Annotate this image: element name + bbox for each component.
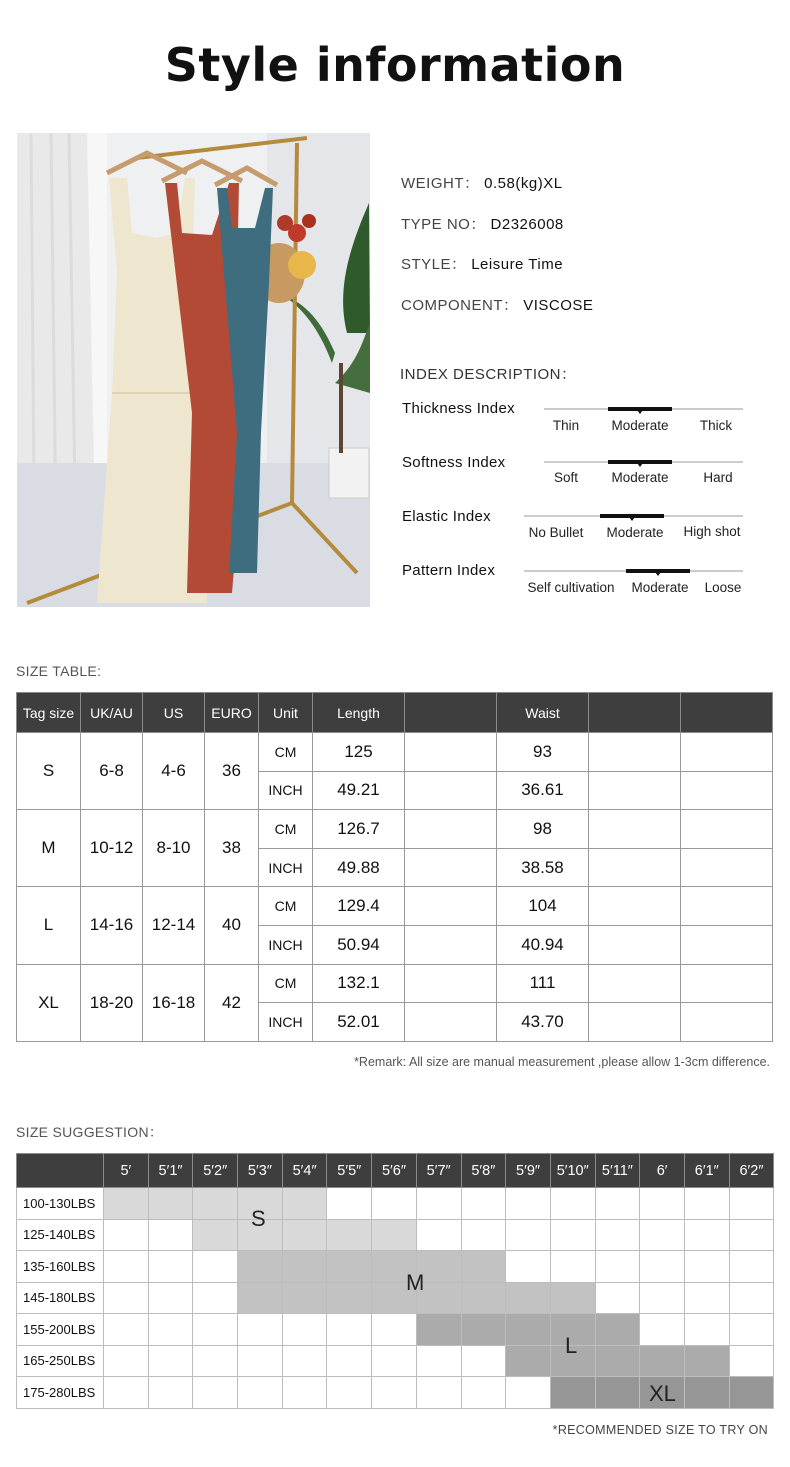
height-header: 5′6″	[372, 1154, 417, 1188]
grid-cell	[595, 1282, 640, 1314]
grid-cell	[238, 1377, 283, 1409]
product-image	[17, 133, 370, 607]
us-size-cell: 16-18	[143, 964, 205, 1041]
scale-option: Hard	[703, 470, 733, 485]
grid-cell	[729, 1251, 774, 1283]
scale-marker	[608, 460, 672, 464]
grid-cell	[104, 1282, 149, 1314]
grid-cell	[148, 1219, 193, 1251]
length-cell: 49.21	[313, 771, 405, 810]
size-zone-cell	[640, 1345, 685, 1377]
size-table-header	[17, 693, 773, 733]
size-table-label: SIZE TABLE:	[16, 663, 102, 679]
grid-cell	[282, 1345, 327, 1377]
length-cell: 129.4	[313, 887, 405, 926]
grid-cell	[416, 1188, 461, 1220]
grid-cell	[372, 1314, 417, 1346]
column-header: Unit	[259, 693, 313, 733]
grid-cell	[416, 1219, 461, 1251]
grid-cell	[461, 1345, 506, 1377]
empty-cell	[405, 887, 497, 926]
grid-cell	[282, 1314, 327, 1346]
scale-marker	[626, 569, 690, 573]
waist-cell: 93	[497, 733, 589, 772]
height-header: 5′11″	[595, 1154, 640, 1188]
size-zone-cell	[729, 1377, 774, 1409]
unit-cell: INCH	[259, 848, 313, 887]
suggestion-row	[17, 1282, 774, 1314]
suggestion-row	[17, 1188, 774, 1220]
grid-cell	[506, 1251, 551, 1283]
grid-cell	[104, 1345, 149, 1377]
corner-cell	[17, 1154, 104, 1188]
size-zone-cell	[416, 1314, 461, 1346]
grid-cell	[461, 1377, 506, 1409]
weight-label: 155-200LBS	[17, 1314, 104, 1346]
height-header: 5′4″	[282, 1154, 327, 1188]
empty-cell	[589, 733, 681, 772]
column-header	[681, 693, 773, 733]
weight-label: 175-280LBS	[17, 1377, 104, 1409]
grid-cell	[327, 1345, 372, 1377]
pattern-index-label: Pattern Index	[402, 562, 496, 579]
uk-size-cell: 10-12	[81, 810, 143, 887]
size-zone-cell	[506, 1345, 551, 1377]
height-header: 5′1″	[148, 1154, 193, 1188]
thickness-index-label: Thickness Index	[402, 400, 515, 417]
euro-size-cell: 38	[205, 810, 259, 887]
grid-cell	[372, 1188, 417, 1220]
empty-cell	[589, 887, 681, 926]
grid-cell	[461, 1219, 506, 1251]
thickness-index-scale	[544, 408, 743, 410]
scale-option: Self cultivation	[527, 580, 615, 595]
height-header: 5′8″	[461, 1154, 506, 1188]
grid-cell	[148, 1282, 193, 1314]
size-remark: *Remark: All size are manual measurement ,please allow 1-3cm difference.	[354, 1055, 770, 1069]
scale-option: No Bullet	[528, 525, 584, 540]
grid-cell	[193, 1282, 238, 1314]
waist-cell: 111	[497, 964, 589, 1003]
grid-cell	[684, 1219, 729, 1251]
grid-cell	[729, 1282, 774, 1314]
grid-cell	[238, 1314, 283, 1346]
empty-cell	[681, 848, 773, 887]
scale-option: Thin	[552, 418, 580, 433]
detail-style	[401, 253, 563, 274]
scale-option: Thick	[699, 418, 733, 433]
suggestion-header-row	[17, 1154, 774, 1188]
uk-size-cell: 18-20	[81, 964, 143, 1041]
suggestion-row	[17, 1251, 774, 1283]
scale-marker	[600, 514, 664, 518]
unit-cell: CM	[259, 887, 313, 926]
size-zone-cell	[327, 1219, 372, 1251]
size-zone-cell	[238, 1251, 283, 1283]
size-zone-cell	[550, 1282, 595, 1314]
empty-cell	[681, 1003, 773, 1042]
grid-cell	[104, 1314, 149, 1346]
height-header: 5′2″	[193, 1154, 238, 1188]
size-zone-cell	[282, 1251, 327, 1283]
length-cell: 132.1	[313, 964, 405, 1003]
grid-cell	[729, 1188, 774, 1220]
unit-cell: INCH	[259, 771, 313, 810]
tag-size-cell: M	[17, 810, 81, 887]
zone-label-s: S	[251, 1206, 266, 1231]
scale-option: Soft	[553, 470, 578, 485]
grid-cell	[148, 1345, 193, 1377]
weight-label: 165-250LBS	[17, 1345, 104, 1377]
empty-cell	[681, 964, 773, 1003]
index-description-heading: INDEX DESCRIPTION：	[400, 366, 577, 383]
length-cell: 50.94	[313, 925, 405, 964]
detail-value: Leisure Time	[471, 256, 564, 273]
size-suggestion-table	[16, 1153, 774, 1409]
height-header: 6′1″	[684, 1154, 729, 1188]
column-header	[405, 693, 497, 733]
empty-cell	[405, 771, 497, 810]
size-zone-cell	[595, 1345, 640, 1377]
us-size-cell: 4-6	[143, 733, 205, 810]
weight-label: 135-160LBS	[17, 1251, 104, 1283]
empty-cell	[589, 1003, 681, 1042]
size-table	[16, 692, 773, 1042]
size-zone-cell	[282, 1219, 327, 1251]
empty-cell	[589, 810, 681, 849]
length-cell: 49.88	[313, 848, 405, 887]
elastic-index-label: Elastic Index	[402, 508, 491, 525]
empty-cell	[589, 964, 681, 1003]
euro-size-cell: 40	[205, 887, 259, 964]
height-header: 5′5″	[327, 1154, 372, 1188]
grid-cell	[416, 1345, 461, 1377]
empty-cell	[681, 810, 773, 849]
grid-cell	[550, 1251, 595, 1283]
grid-cell	[282, 1377, 327, 1409]
detail-label: TYPE NO：	[401, 216, 486, 233]
unit-cell: CM	[259, 964, 313, 1003]
scale-marker	[608, 407, 672, 411]
suggestion-row	[17, 1314, 774, 1346]
empty-cell	[405, 733, 497, 772]
table-row	[17, 887, 773, 926]
grid-cell	[193, 1377, 238, 1409]
scale-option-selected: Moderate	[631, 580, 689, 595]
size-zone-cell	[238, 1282, 283, 1314]
grid-cell	[372, 1377, 417, 1409]
zone-label-l: L	[565, 1333, 578, 1358]
waist-cell: 43.70	[497, 1003, 589, 1042]
size-zone-cell	[282, 1188, 327, 1220]
length-cell: 125	[313, 733, 405, 772]
grid-cell	[595, 1251, 640, 1283]
size-zone-cell	[148, 1188, 193, 1220]
grid-cell	[148, 1251, 193, 1283]
size-zone-cell	[461, 1314, 506, 1346]
tag-size-cell: XL	[17, 964, 81, 1041]
grid-cell	[238, 1345, 283, 1377]
size-zone-cell	[506, 1282, 551, 1314]
length-cell: 52.01	[313, 1003, 405, 1042]
unit-cell: CM	[259, 733, 313, 772]
recommended-note: *RECOMMENDED SIZE TO TRY ON	[552, 1423, 768, 1437]
size-zone-cell	[282, 1282, 327, 1314]
grid-cell	[729, 1314, 774, 1346]
grid-cell	[506, 1377, 551, 1409]
weight-label: 125-140LBS	[17, 1219, 104, 1251]
grid-cell	[640, 1314, 685, 1346]
height-header: 5′9″	[506, 1154, 551, 1188]
empty-cell	[681, 887, 773, 926]
tag-size-cell: L	[17, 887, 81, 964]
size-zone-cell	[104, 1188, 149, 1220]
table-row	[17, 733, 773, 772]
euro-size-cell: 36	[205, 733, 259, 810]
softness-index-label: Softness Index	[402, 454, 506, 471]
grid-cell	[684, 1314, 729, 1346]
zone-label-m: M	[406, 1270, 425, 1295]
detail-label: WEIGHT：	[401, 175, 480, 192]
table-row	[17, 810, 773, 849]
uk-size-cell: 6-8	[81, 733, 143, 810]
detail-label: COMPONENT：	[401, 297, 519, 314]
detail-value: 0.58(kg)XL	[484, 175, 563, 192]
grid-cell	[640, 1251, 685, 1283]
table-row	[17, 964, 773, 1003]
empty-cell	[589, 848, 681, 887]
size-zone-cell	[327, 1251, 372, 1283]
scale-option: Loose	[704, 580, 742, 595]
size-zone-cell	[372, 1219, 417, 1251]
column-header: EURO	[205, 693, 259, 733]
empty-cell	[405, 964, 497, 1003]
size-zone-cell	[595, 1314, 640, 1346]
grid-cell	[595, 1188, 640, 1220]
grid-cell	[550, 1188, 595, 1220]
unit-cell: CM	[259, 810, 313, 849]
waist-cell: 38.58	[497, 848, 589, 887]
empty-cell	[681, 771, 773, 810]
grid-cell	[684, 1251, 729, 1283]
us-size-cell: 8-10	[143, 810, 205, 887]
grid-cell	[684, 1282, 729, 1314]
empty-cell	[405, 810, 497, 849]
height-header: 5′	[104, 1154, 149, 1188]
grid-cell	[550, 1219, 595, 1251]
waist-cell: 98	[497, 810, 589, 849]
us-size-cell: 12-14	[143, 887, 205, 964]
grid-cell	[372, 1345, 417, 1377]
column-header	[589, 693, 681, 733]
grid-cell	[729, 1345, 774, 1377]
size-zone-cell	[193, 1188, 238, 1220]
euro-size-cell: 42	[205, 964, 259, 1041]
empty-cell	[681, 925, 773, 964]
detail-label: STYLE：	[401, 256, 467, 273]
size-zone-cell	[193, 1219, 238, 1251]
detail-type-no	[401, 213, 564, 234]
detail-weight	[401, 172, 563, 193]
height-header: 6′2″	[729, 1154, 774, 1188]
size-suggestion-label: SIZE SUGGESTION：	[16, 1124, 164, 1140]
waist-cell: 36.61	[497, 771, 589, 810]
grid-cell	[506, 1188, 551, 1220]
height-header: 5′3″	[238, 1154, 283, 1188]
grid-cell	[461, 1188, 506, 1220]
uk-size-cell: 14-16	[81, 887, 143, 964]
grid-cell	[640, 1282, 685, 1314]
grid-cell	[684, 1188, 729, 1220]
suggestion-row	[17, 1219, 774, 1251]
grid-cell	[327, 1188, 372, 1220]
grid-cell	[148, 1314, 193, 1346]
scale-option-selected: Moderate	[611, 418, 669, 433]
size-zone-cell	[461, 1282, 506, 1314]
detail-value: VISCOSE	[523, 297, 594, 314]
grid-cell	[729, 1219, 774, 1251]
size-zone-cell	[595, 1377, 640, 1409]
size-zone-cell	[684, 1377, 729, 1409]
unit-cell: INCH	[259, 1003, 313, 1042]
scale-option: High shot	[683, 524, 741, 539]
waist-cell: 104	[497, 887, 589, 926]
column-header: Waist	[497, 693, 589, 733]
detail-component	[401, 294, 593, 315]
unit-cell: INCH	[259, 925, 313, 964]
grid-cell	[148, 1377, 193, 1409]
grid-cell	[640, 1219, 685, 1251]
height-header: 5′10″	[550, 1154, 595, 1188]
zone-label-xl: XL	[649, 1381, 676, 1406]
grid-cell	[327, 1377, 372, 1409]
size-zone-cell	[327, 1282, 372, 1314]
height-header: 6′	[640, 1154, 685, 1188]
column-header: US	[143, 693, 205, 733]
length-cell: 126.7	[313, 810, 405, 849]
suggestion-row	[17, 1345, 774, 1377]
empty-cell	[589, 771, 681, 810]
grid-cell	[193, 1251, 238, 1283]
column-header: Tag size	[17, 693, 81, 733]
grid-cell	[104, 1377, 149, 1409]
grid-cell	[506, 1219, 551, 1251]
size-zone-cell	[550, 1377, 595, 1409]
scale-option-selected: Moderate	[606, 525, 664, 540]
softness-index-scale	[544, 461, 743, 463]
size-zone-cell	[461, 1251, 506, 1283]
height-header: 5′7″	[416, 1154, 461, 1188]
grid-cell	[327, 1314, 372, 1346]
detail-value: D2326008	[490, 216, 564, 233]
grid-cell	[595, 1219, 640, 1251]
elastic-index-scale	[524, 515, 743, 517]
grid-cell	[640, 1188, 685, 1220]
pattern-index-scale	[524, 570, 743, 572]
size-zone-cell	[684, 1345, 729, 1377]
scale-option-selected: Moderate	[611, 470, 669, 485]
waist-cell: 40.94	[497, 925, 589, 964]
grid-cell	[104, 1251, 149, 1283]
grid-cell	[104, 1219, 149, 1251]
weight-label: 145-180LBS	[17, 1282, 104, 1314]
grid-cell	[193, 1314, 238, 1346]
grid-cell	[193, 1345, 238, 1377]
grid-cell	[416, 1377, 461, 1409]
empty-cell	[681, 733, 773, 772]
empty-cell	[405, 1003, 497, 1042]
empty-cell	[405, 848, 497, 887]
tag-size-cell: S	[17, 733, 81, 810]
size-zone-cell	[506, 1314, 551, 1346]
empty-cell	[589, 925, 681, 964]
column-header: UK/AU	[81, 693, 143, 733]
weight-label: 100-130LBS	[17, 1188, 104, 1220]
page-title: Style information	[164, 38, 626, 92]
column-header: Length	[313, 693, 405, 733]
empty-cell	[405, 925, 497, 964]
